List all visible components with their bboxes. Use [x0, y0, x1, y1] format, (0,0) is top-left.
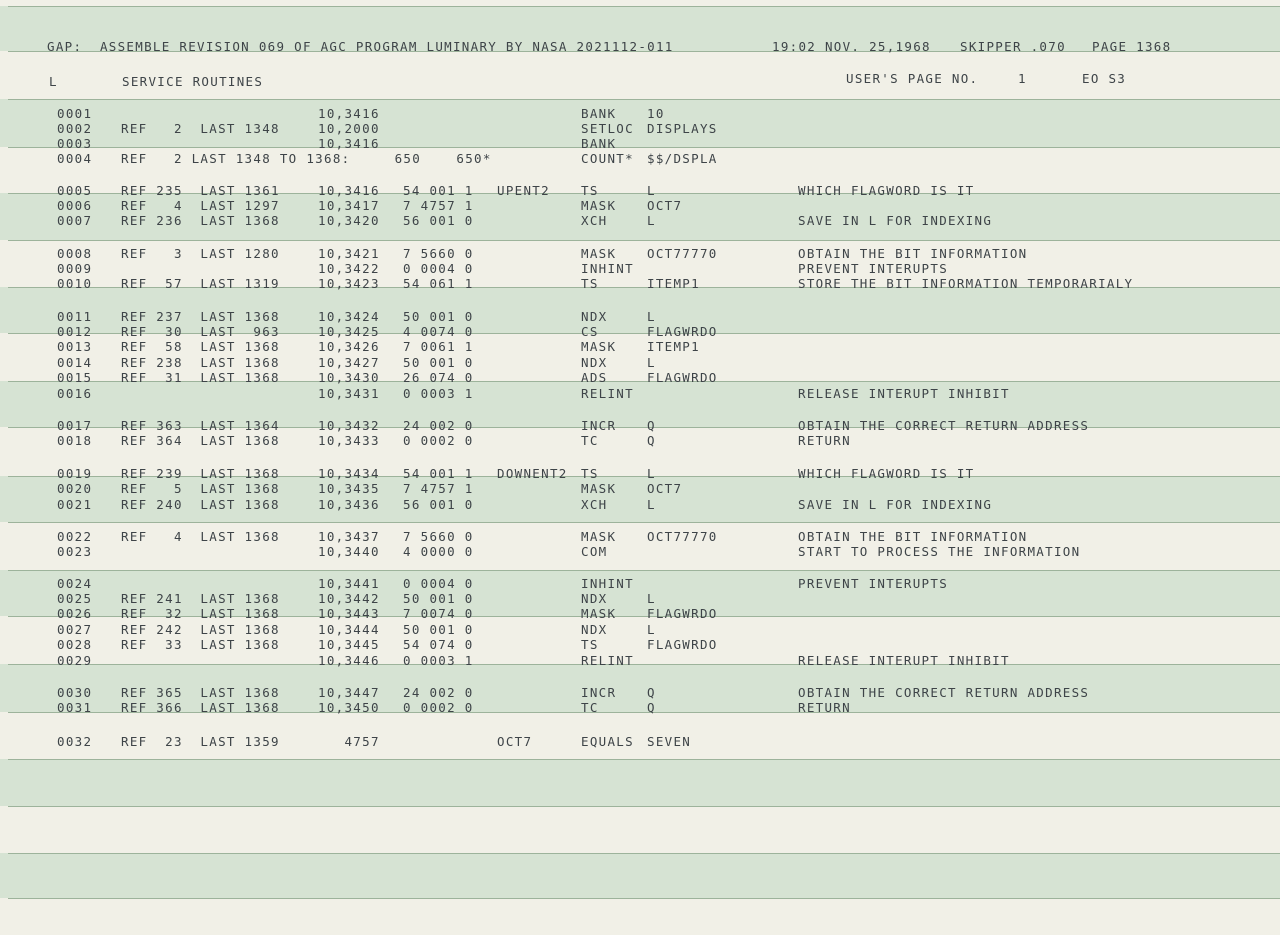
opcode: MASK: [581, 481, 617, 496]
line-number: 0002: [57, 121, 93, 136]
operand: Q: [647, 418, 656, 433]
operand: L: [647, 466, 656, 481]
operand: FLAGWRDO: [647, 324, 718, 339]
location: 10,3433: [318, 433, 380, 448]
ref-info: REF 240 LAST 1368: [121, 497, 280, 512]
location: 10,3444: [318, 622, 380, 637]
operand: SEVEN: [647, 734, 692, 749]
octal-word: 24 002 0: [403, 685, 474, 700]
location: 4757: [318, 734, 380, 749]
rule: [8, 898, 1280, 899]
listing-row: [0, 653, 1280, 668]
octal-word: 0 0002 0: [403, 700, 474, 715]
ref-info: REF 4 LAST 1297: [121, 198, 280, 213]
ref-info: REF 235 LAST 1361: [121, 183, 280, 198]
octal-word: 56 001 0: [403, 213, 474, 228]
opcode: MASK: [581, 529, 617, 544]
line-number: 0020: [57, 481, 93, 496]
line-number: 0007: [57, 213, 93, 228]
operand: ITEMP1: [647, 276, 700, 291]
ref-info: REF 363 LAST 1364: [121, 418, 280, 433]
ref-info: REF 31 LAST 1368: [121, 370, 280, 385]
opcode: SETLOC: [581, 121, 634, 136]
listing-row: [0, 576, 1280, 591]
opcode: NDX: [581, 591, 608, 606]
line-number: 0009: [57, 261, 93, 276]
listing-row: [0, 276, 1280, 291]
listing-row: [0, 606, 1280, 621]
ref-info: REF 4 LAST 1368: [121, 529, 280, 544]
comment: SAVE IN L FOR INDEXING: [798, 497, 993, 512]
ref-info: REF 5 LAST 1368: [121, 481, 280, 496]
paper-band: [0, 759, 1280, 806]
location: 10,3434: [318, 466, 380, 481]
octal-word: 4 0000 0: [403, 544, 474, 559]
octal-word: 50 001 0: [403, 309, 474, 324]
location: 10,3436: [318, 497, 380, 512]
listing-row: [0, 622, 1280, 637]
comment: OBTAIN THE CORRECT RETURN ADDRESS: [798, 418, 1090, 433]
comment: PREVENT INTERUPTS: [798, 576, 949, 591]
rule: [8, 99, 1280, 100]
octal-word: 7 4757 1: [403, 198, 474, 213]
rule: [8, 570, 1280, 571]
octal-word: 0 0004 0: [403, 261, 474, 276]
opcode: TC: [581, 700, 599, 715]
location: 10,3450: [318, 700, 380, 715]
location: 10,3427: [318, 355, 380, 370]
paper-band: [0, 853, 1280, 898]
comment: STORE THE BIT INFORMATION TEMPORARIALY: [798, 276, 1134, 291]
listing-row: [0, 246, 1280, 261]
opcode: BANK: [581, 106, 617, 121]
line-number: 0005: [57, 183, 93, 198]
location: 10,3435: [318, 481, 380, 496]
listing-row: [0, 544, 1280, 559]
octal-word: 7 0061 1: [403, 339, 474, 354]
line-number: 0028: [57, 637, 93, 652]
opcode: INHINT: [581, 576, 634, 591]
opcode: INCR: [581, 685, 617, 700]
octal-word: 50 001 0: [403, 355, 474, 370]
octal-word: 50 001 0: [403, 622, 474, 637]
location: 10,3445: [318, 637, 380, 652]
listing-row: [0, 386, 1280, 401]
line-number: 0031: [57, 700, 93, 715]
operand: Q: [647, 700, 656, 715]
opcode: EQUALS: [581, 734, 634, 749]
octal-word: 24 002 0: [403, 418, 474, 433]
location: 10,3423: [318, 276, 380, 291]
listing-row: [0, 261, 1280, 276]
octal-word: 7 5660 0: [403, 246, 474, 261]
operand: FLAGWRDO: [647, 637, 718, 652]
line-number: 0025: [57, 591, 93, 606]
octal-word: 26 074 0: [403, 370, 474, 385]
ref-info: REF 238 LAST 1368: [121, 355, 280, 370]
opcode: NDX: [581, 309, 608, 324]
line-number: 0022: [57, 529, 93, 544]
ref-info: REF 365 LAST 1368: [121, 685, 280, 700]
listing-row: [0, 309, 1280, 324]
comment: RELEASE INTERUPT INHIBIT: [798, 386, 1010, 401]
location: 10,3430: [318, 370, 380, 385]
listing-row: [0, 418, 1280, 433]
location: 10,3441: [318, 576, 380, 591]
line-number: 0011: [57, 309, 93, 324]
assembly-title: GAP: ASSEMBLE REVISION 069 OF AGC PROGRAM LUMINARY BY NASA 2021112-011: [47, 39, 674, 54]
opcode: RELINT: [581, 653, 634, 668]
location: 10,3416: [318, 106, 380, 121]
listing-row: [0, 466, 1280, 481]
comment: RELEASE INTERUPT INHIBIT: [798, 653, 1010, 668]
opcode: ADS: [581, 370, 608, 385]
opcode: NDX: [581, 355, 608, 370]
location: 10,3443: [318, 606, 380, 621]
octal-word: 0 0002 0: [403, 433, 474, 448]
line-number: 0016: [57, 386, 93, 401]
assembly-timestamp: 19:02 NOV. 25,1968: [772, 39, 931, 54]
comment: RETURN: [798, 700, 851, 715]
ref-info: REF 23 LAST 1359: [121, 734, 280, 749]
operand: ITEMP1: [647, 339, 700, 354]
line-number: 0014: [57, 355, 93, 370]
listing-row: [0, 700, 1280, 715]
octal-word: 50 001 0: [403, 591, 474, 606]
listing-row: [0, 198, 1280, 213]
section-title: SERVICE ROUTINES: [122, 74, 264, 89]
listing-row: [0, 339, 1280, 354]
ref-info: REF 3 LAST 1280: [121, 246, 280, 261]
opcode: MASK: [581, 246, 617, 261]
opcode: BANK: [581, 136, 617, 151]
location: 10,3431: [318, 386, 380, 401]
octal-word: 0 0003 1: [403, 653, 474, 668]
users-page-number: 1: [1018, 71, 1027, 86]
opcode: TS: [581, 637, 599, 652]
listing-row: [0, 529, 1280, 544]
opcode: TS: [581, 276, 599, 291]
listing-row: [0, 151, 1280, 166]
line-number: 0006: [57, 198, 93, 213]
location: 10,3440: [318, 544, 380, 559]
listing-row: [0, 433, 1280, 448]
location: 10,3442: [318, 591, 380, 606]
comment: OBTAIN THE BIT INFORMATION: [798, 529, 1028, 544]
operand: L: [647, 309, 656, 324]
ref-info: REF 2 LAST 1348: [121, 121, 280, 136]
location: 10,3425: [318, 324, 380, 339]
opcode: TC: [581, 433, 599, 448]
line-number: 0015: [57, 370, 93, 385]
ref-info: REF 364 LAST 1368: [121, 433, 280, 448]
listing-row: [0, 106, 1280, 121]
line-number: 0023: [57, 544, 93, 559]
octal-word: 4 0074 0: [403, 324, 474, 339]
opcode: XCH: [581, 213, 608, 228]
line-number: 0032: [57, 734, 93, 749]
opcode: INHINT: [581, 261, 634, 276]
location: 10,3421: [318, 246, 380, 261]
line-number: 0001: [57, 106, 93, 121]
operand: 10: [647, 106, 665, 121]
comment: WHICH FLAGWORD IS IT: [798, 466, 975, 481]
location: 10,3416: [318, 183, 380, 198]
page-number: PAGE 1368: [1092, 39, 1172, 54]
operand: DISPLAYS: [647, 121, 718, 136]
operand: $$/DSPLA: [647, 151, 718, 166]
opcode: TS: [581, 183, 599, 198]
location: 10,3416: [318, 136, 380, 151]
comment: OBTAIN THE CORRECT RETURN ADDRESS: [798, 685, 1090, 700]
opcode: INCR: [581, 418, 617, 433]
operand: L: [647, 622, 656, 637]
location: 10,3437: [318, 529, 380, 544]
listing-row: [0, 121, 1280, 136]
location: 10,3422: [318, 261, 380, 276]
operand: Q: [647, 433, 656, 448]
ref-info: REF 242 LAST 1368: [121, 622, 280, 637]
listing-row: [0, 497, 1280, 512]
line-number: 0003: [57, 136, 93, 151]
symbol-label: OCT7: [497, 734, 533, 749]
location: 10,3417: [318, 198, 380, 213]
listing-row: [0, 481, 1280, 496]
ref-info: REF 241 LAST 1368: [121, 591, 280, 606]
octal-word: 56 001 0: [403, 497, 474, 512]
listing-row: [0, 370, 1280, 385]
listing-row: [0, 355, 1280, 370]
operand: Q: [647, 685, 656, 700]
line-number: 0021: [57, 497, 93, 512]
operand: L: [647, 183, 656, 198]
operand: OCT7: [647, 481, 683, 496]
listing-row: [0, 685, 1280, 700]
line-number: 0017: [57, 418, 93, 433]
comment: RETURN: [798, 433, 851, 448]
location: 10,3432: [318, 418, 380, 433]
listing-row: [0, 136, 1280, 151]
ref-info: REF 32 LAST 1368: [121, 606, 280, 621]
rule: [8, 806, 1280, 807]
listing-row: [0, 183, 1280, 198]
octal-word: 7 0074 0: [403, 606, 474, 621]
line-number: 0013: [57, 339, 93, 354]
octal-word: 54 074 0: [403, 637, 474, 652]
location: 10,3424: [318, 309, 380, 324]
ref-info: REF 58 LAST 1368: [121, 339, 280, 354]
line-number: 0027: [57, 622, 93, 637]
rule: [8, 853, 1280, 854]
ref-info: REF 33 LAST 1368: [121, 637, 280, 652]
location: 10,3420: [318, 213, 380, 228]
line-number: 0030: [57, 685, 93, 700]
line-number: 0029: [57, 653, 93, 668]
operand: L: [647, 355, 656, 370]
listing-row: [0, 591, 1280, 606]
comment: OBTAIN THE BIT INFORMATION: [798, 246, 1028, 261]
location: 10,3446: [318, 653, 380, 668]
operand: L: [647, 497, 656, 512]
operand: FLAGWRDO: [647, 370, 718, 385]
operand: L: [647, 591, 656, 606]
eo-code: EO S3: [1082, 71, 1127, 86]
line-number: 0024: [57, 576, 93, 591]
opcode: XCH: [581, 497, 608, 512]
listing-row: [0, 213, 1280, 228]
opcode: CS: [581, 324, 599, 339]
comment: PREVENT INTERUPTS: [798, 261, 949, 276]
listing-row: [0, 734, 1280, 749]
ref-info: REF 236 LAST 1368: [121, 213, 280, 228]
line-number: 0008: [57, 246, 93, 261]
line-number: 0012: [57, 324, 93, 339]
rule: [8, 759, 1280, 760]
line-number: 0026: [57, 606, 93, 621]
opcode: RELINT: [581, 386, 634, 401]
operand: OCT7: [647, 198, 683, 213]
operand: OCT77770: [647, 246, 718, 261]
octal-word: 54 061 1: [403, 276, 474, 291]
octal-word: 0 0004 0: [403, 576, 474, 591]
ref-info: REF 237 LAST 1368: [121, 309, 280, 324]
octal-word: 54 001 1: [403, 183, 474, 198]
ref-info: REF 239 LAST 1368: [121, 466, 280, 481]
users-page-label: USER'S PAGE NO.: [846, 71, 979, 86]
location: 10,2000: [318, 121, 380, 136]
opcode: NDX: [581, 622, 608, 637]
comment: SAVE IN L FOR INDEXING: [798, 213, 993, 228]
opcode: MASK: [581, 339, 617, 354]
listing-row: [0, 637, 1280, 652]
rule: [8, 522, 1280, 523]
location: 10,3447: [318, 685, 380, 700]
ref-info: REF 57 LAST 1319: [121, 276, 280, 291]
octal-word: 54 001 1: [403, 466, 474, 481]
ref-info: REF 366 LAST 1368: [121, 700, 280, 715]
opcode: COM: [581, 544, 608, 559]
rule: [8, 240, 1280, 241]
rule: [8, 6, 1280, 7]
line-number: 0004: [57, 151, 93, 166]
opcode: MASK: [581, 198, 617, 213]
octal-word: 7 4757 1: [403, 481, 474, 496]
comment: START TO PROCESS THE INFORMATION: [798, 544, 1081, 559]
location: 10,3426: [318, 339, 380, 354]
opcode: MASK: [581, 606, 617, 621]
octal-word: 7 5660 0: [403, 529, 474, 544]
opcode: COUNT*: [581, 151, 634, 166]
line-number: 0010: [57, 276, 93, 291]
skipper-label: SKIPPER .070: [960, 39, 1066, 54]
listing-row: [0, 324, 1280, 339]
ref-info: REF 30 LAST 963: [121, 324, 280, 339]
line-number: 0019: [57, 466, 93, 481]
operand: FLAGWRDO: [647, 606, 718, 621]
comment: WHICH FLAGWORD IS IT: [798, 183, 975, 198]
symbol-label: DOWNENT2: [497, 466, 568, 481]
symbol-label: UPENT2: [497, 183, 550, 198]
log-section-code: L: [49, 74, 58, 89]
operand: OCT77770: [647, 529, 718, 544]
octal-word: 0 0003 1: [403, 386, 474, 401]
operand: L: [647, 213, 656, 228]
opcode: TS: [581, 466, 599, 481]
ref-info: REF 2 LAST 1348 TO 1368: 650 650*: [121, 151, 492, 166]
line-number: 0018: [57, 433, 93, 448]
